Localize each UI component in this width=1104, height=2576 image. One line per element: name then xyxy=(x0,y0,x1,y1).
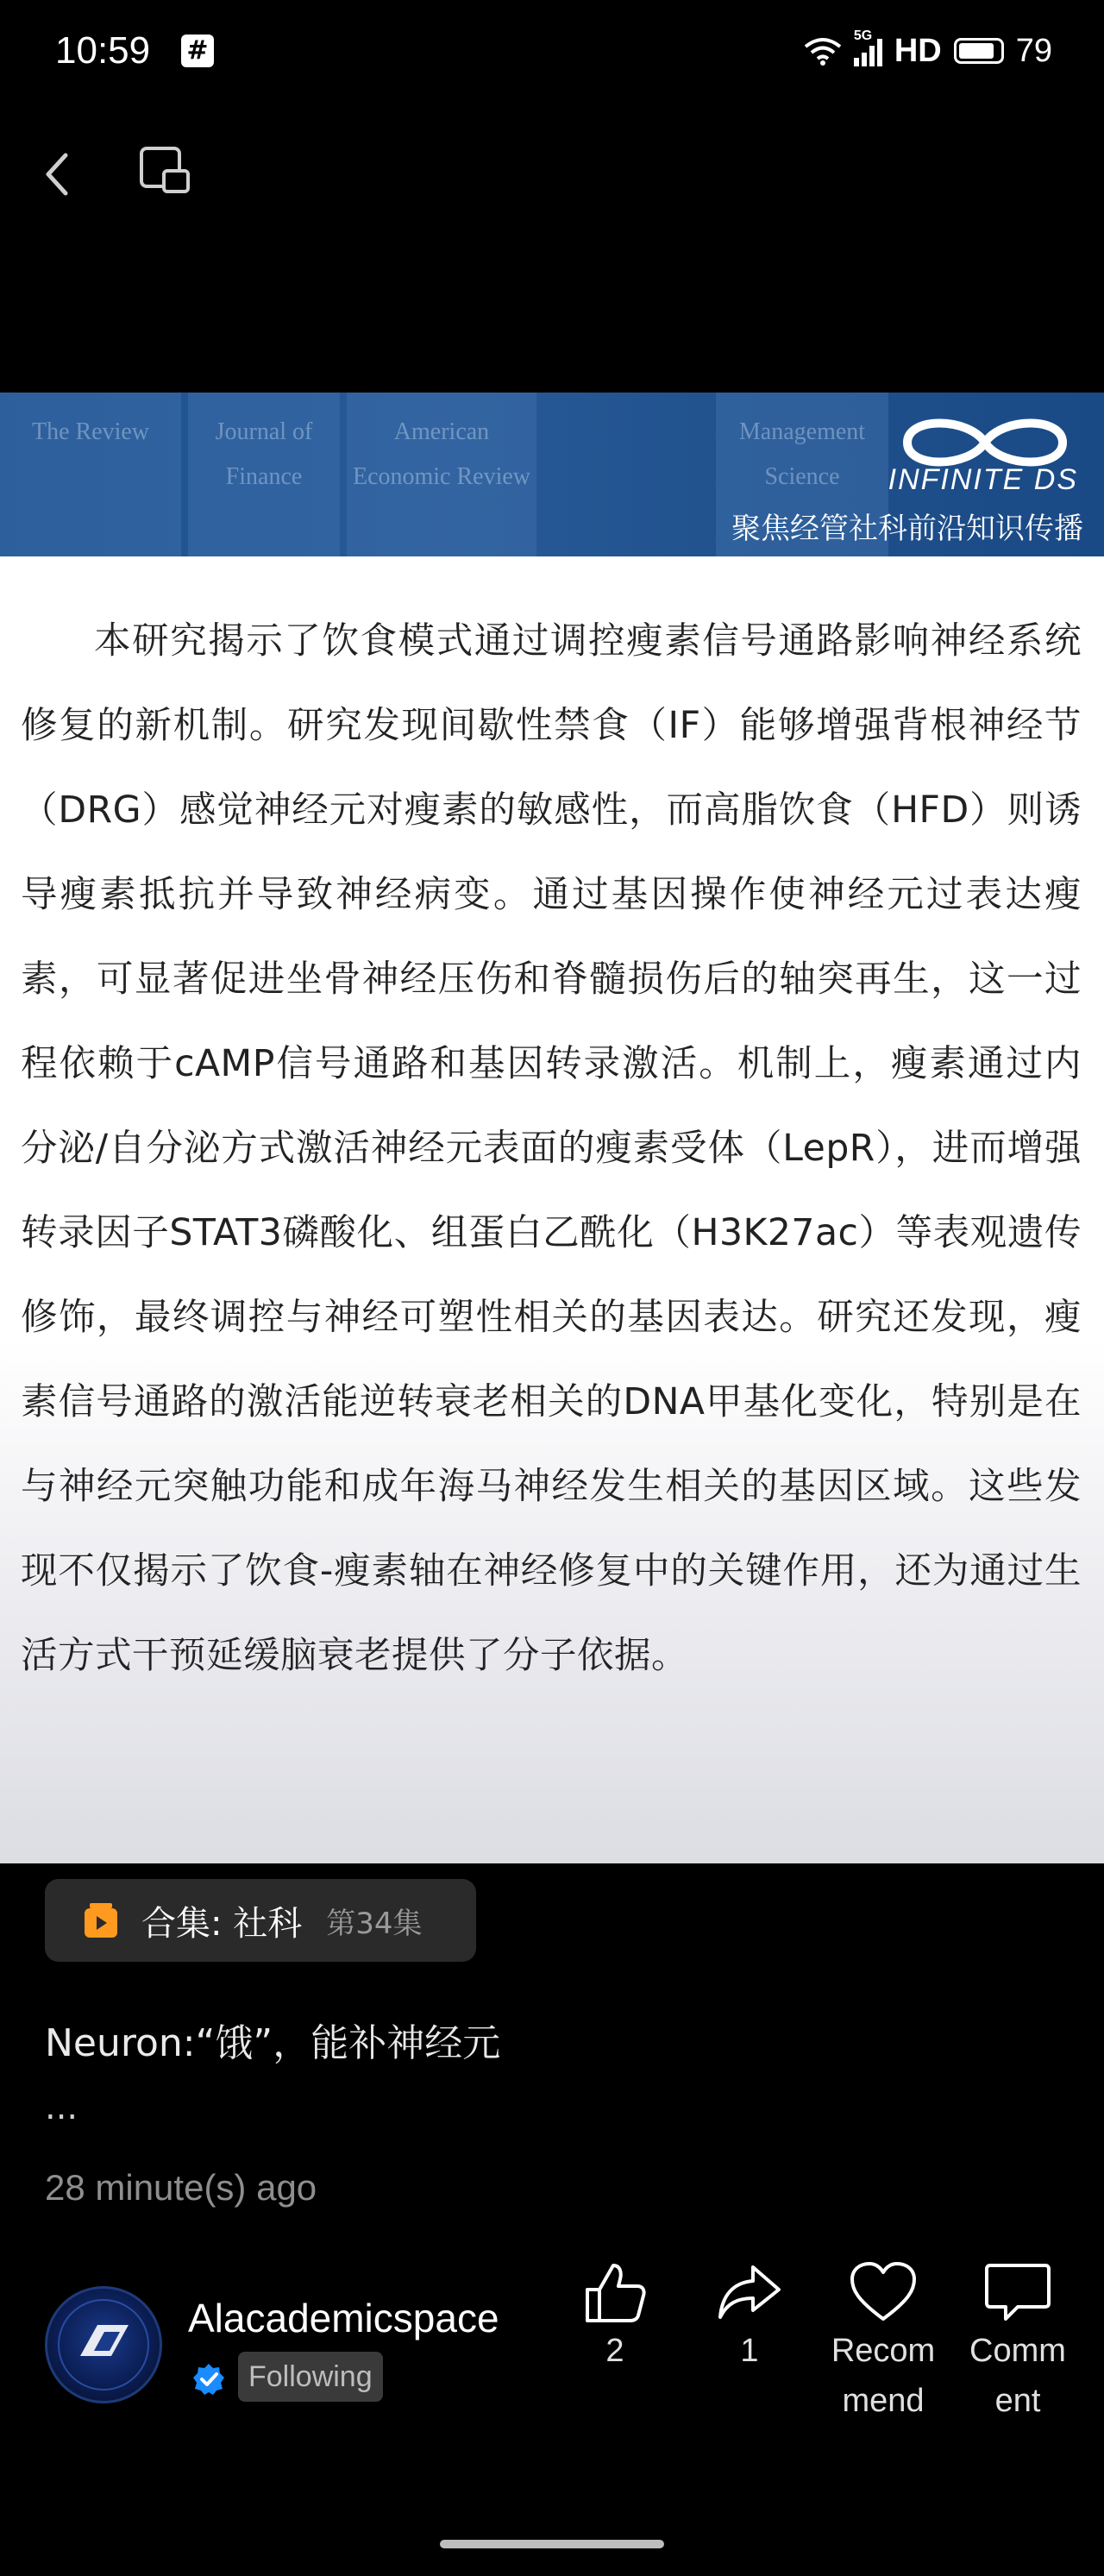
wifi-icon xyxy=(804,36,842,66)
comment-button[interactable] xyxy=(959,2260,1076,2426)
share-arrow-icon xyxy=(715,2260,784,2326)
avatar[interactable] xyxy=(45,2286,162,2403)
status-bar xyxy=(0,0,1104,104)
collection-label: 合集: 社科 xyxy=(141,1903,303,1944)
hash-badge-icon: # xyxy=(181,35,214,67)
brand-name: INFINITE DS xyxy=(888,463,1078,496)
post-timestamp: 28 minute(s) ago xyxy=(45,2167,317,2208)
journal-cover-4: Management Science xyxy=(716,393,888,556)
recommend-label-line-2: mend xyxy=(842,2383,925,2419)
journal-cover-3: American Economic Review xyxy=(347,393,536,556)
recommend-label-line-1: Recom xyxy=(831,2333,936,2369)
author-name[interactable]: Alacademicspace xyxy=(188,2296,499,2340)
collection-chip[interactable] xyxy=(45,1879,476,1962)
hd-indicator: HD xyxy=(894,32,942,69)
post-more-ellipsis[interactable]: ... xyxy=(45,2088,78,2127)
like-button[interactable] xyxy=(576,2260,654,2376)
comment-label-line-2: ent xyxy=(994,2383,1041,2419)
brand-slogan: 聚焦经管社科前沿知识传播 xyxy=(731,512,1083,546)
heart-icon xyxy=(849,2260,918,2326)
picture-in-picture-icon[interactable] xyxy=(138,145,193,197)
back-arrow-icon[interactable] xyxy=(33,148,85,200)
avatar-logo-icon xyxy=(47,2289,160,2401)
status-time: 10:59 xyxy=(55,29,151,72)
verified-badge-icon xyxy=(191,2362,226,2397)
collection-icon xyxy=(83,1901,119,1939)
share-button[interactable] xyxy=(711,2260,788,2376)
battery-icon xyxy=(954,38,1004,64)
article-body: 本研究揭示了饮食模式通过调控瘦素信号通路影响神经系统修复的新机制。研究发现间歇性禁食（IF）能够增强背根神经节（DRG）感觉神经元对瘦素的敏感性，而高脂饮食（HFD）则诱导瘦素抵抗并导致神经病变。通过基因操作使神经元过表达瘦素，可显著促进坐骨神经压伤和脊髓损伤后的轴突再生，这一过程依赖于cAMP信号通路和基因转录激活。机制上，瘦素通过内分泌/自分泌方式激活神经元表面的瘦素受体（LepR），进而增强转录因子STAT3磷酸化、组蛋白乙酰化（H3K27ac）等表观遗传修饰，最终调控与神经可塑性相关的基因表达。研究还发现，瘦素信号通路的激活能逆转衰老相关的DNA甲基化变化，特别是在与神经元突触功能和成年海马神经发生相关的基因区域。这些发现不仅揭示了饮食-瘦素轴在神经修复中的关键作用，还为通过生活方式干预延缓脑衰老提供了分子依据。 xyxy=(21,620,1082,1677)
comment-label-line-1: Comm xyxy=(969,2333,1066,2369)
following-button[interactable]: Following xyxy=(238,2352,383,2402)
post-title: Neuron:“饿”，能补神经元 xyxy=(45,2021,501,2065)
comment-bubble-icon xyxy=(983,2260,1052,2326)
battery-level: 79 xyxy=(1015,32,1052,69)
signal-icon xyxy=(853,28,882,66)
status-indicators xyxy=(804,29,1052,72)
home-indicator[interactable] xyxy=(440,2540,664,2548)
journal-cover-2: Journal of Finance xyxy=(188,393,340,556)
network-type: 5G xyxy=(853,28,873,43)
header-banner xyxy=(0,393,1104,556)
article-content xyxy=(0,556,1104,1863)
recommend-button[interactable] xyxy=(825,2260,942,2426)
like-count: 2 xyxy=(605,2333,624,2369)
thumbs-up-icon xyxy=(580,2260,649,2326)
journal-cover-1: The Review xyxy=(0,393,181,556)
share-count: 1 xyxy=(740,2333,759,2369)
collection-episode: 第34集 xyxy=(326,1906,423,1941)
